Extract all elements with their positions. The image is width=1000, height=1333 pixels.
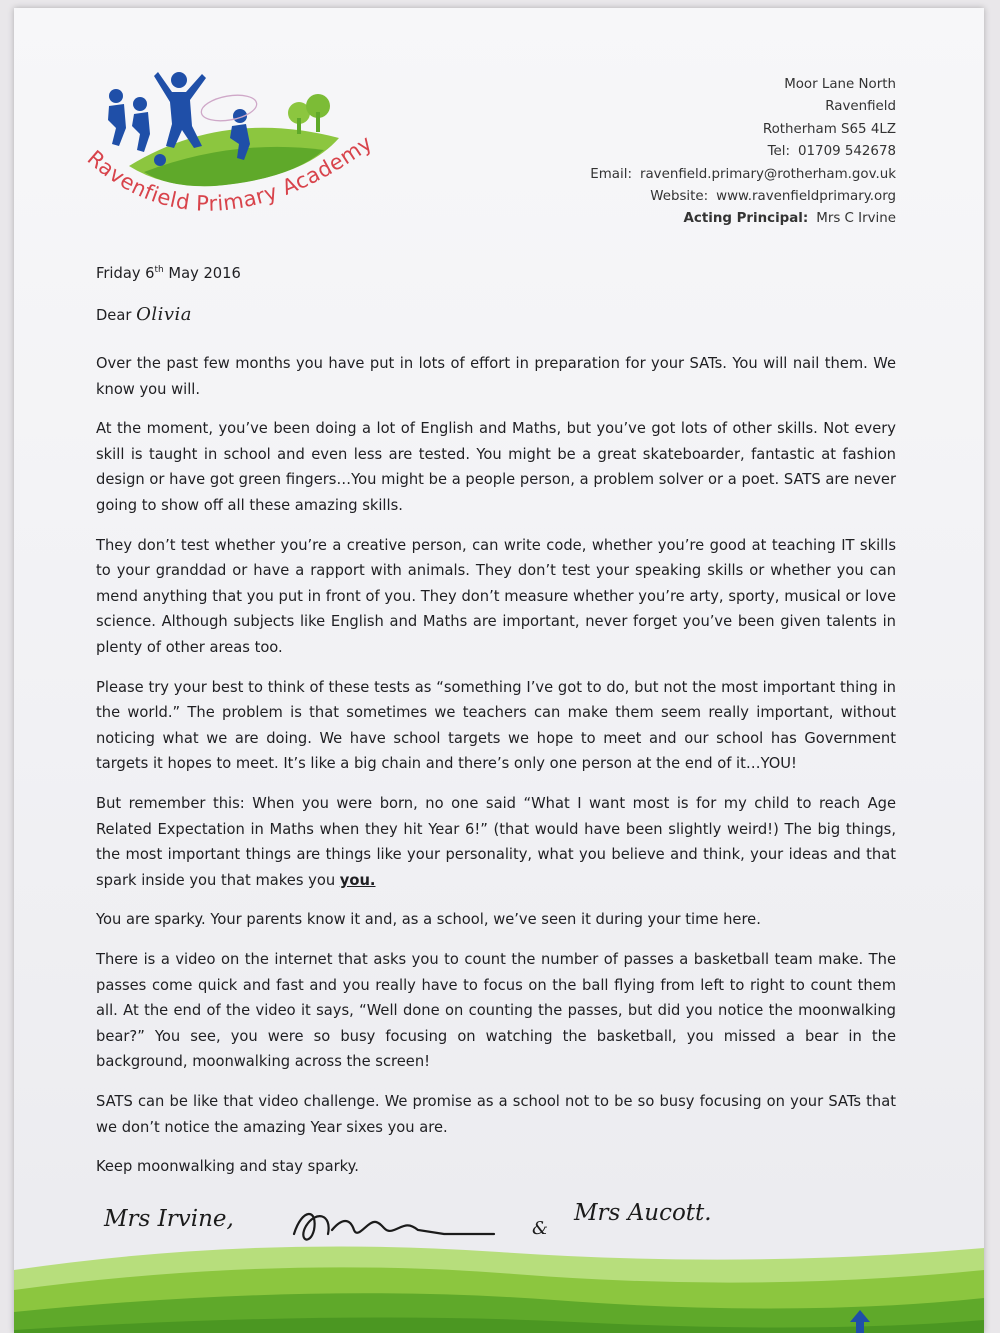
website-line (590, 186, 896, 208)
principal-name: Mrs C Irvine (816, 211, 896, 227)
paragraph-text: But remember this: When you were born, no one said “What I want most is for my child to reach Age Related Expectation in Maths when they hit Year 6!” (that would have been slightly weird!) The big things, the most important things are things like your personality, what you believe and think, your ideas and that spark inside you that makes you (96, 794, 896, 889)
school-logo (74, 68, 394, 238)
address-line: Moor Lane North (784, 77, 896, 92)
address-line: Rotherham S65 4LZ (762, 121, 896, 137)
logo-school-name: Ravenfield Primary Academy (82, 130, 377, 216)
paragraph: There is a video on the internet that asks you to count the number of passes a basketball team make. The passes come quick and fast and you really have to focus on the ball flying from left to right to count them all. At the end of the video it says, “Well done on counting the passes, but did you notice the moonwalking bear?” You see, you were so busy focusing on watching the basketball, you missed a bear in the background, moonwalking across the screen! (96, 950, 896, 1071)
date-day: Friday 6 (96, 264, 155, 282)
emphasis-you: you. (339, 871, 376, 889)
paragraph (96, 791, 896, 893)
email-label: Email: (590, 166, 632, 182)
letter-page (14, 8, 984, 1333)
signature-ampersand: & (532, 1218, 549, 1239)
salutation (96, 302, 896, 329)
principal-line (590, 208, 896, 230)
paragraph: They don’t test whether you’re a creative person, can write code, whether you’re good at teaching IT skills to your granddad or have a rapport with animals. They don’t test your speaking skills or whether you can mend anything that you put in front of you. They don’t measure whether you’re arty, sporty, musical or love science. Although subjects like English and Maths are important, never forget you’ve been given talents in plenty of other areas too. (96, 536, 896, 657)
email-address: ravenfield.primary@rotherham.gov.uk (639, 166, 896, 182)
salutation-dear: Dear (96, 307, 132, 325)
website-label: Website: (650, 189, 709, 205)
paragraph: Please try your best to think of these tests as “something I’ve got to do, but not the most important thing in the world.” The problem is that sometimes we teachers can make them seem really important, without noticing what we are doing. We have school targets we hope to meet and our school has Government targets it hopes to meet. It’s like a big chain and there’s only one person at the end of it…YOU! (96, 678, 896, 773)
footer-green-wave (14, 1230, 984, 1333)
website-address: www.ravenfieldprimary.org (716, 189, 896, 205)
date-suffix: th (154, 265, 164, 275)
signature-name: Mrs Irvine, (104, 1206, 234, 1232)
paragraph: Over the past few months you have put in lots of effort in preparation for your SATs. You will nail them. We know you will. (96, 355, 896, 398)
letter-body (96, 258, 896, 1194)
principal-label: Acting Principal: (683, 211, 809, 227)
date-rest: May 2016 (163, 264, 241, 282)
closing-line: Keep moonwalking and stay sparky. (96, 1158, 359, 1176)
address-line: Ravenfield (825, 99, 896, 115)
paragraph: You are sparky. Your parents know it and, as a school, we’ve seen it during your time here. (96, 911, 761, 929)
paragraph: SATS can be like that video challenge. We promise as a school not to be so busy focusing on your SATs that we don’t notice the amazing Year sixes you are. (96, 1092, 896, 1136)
telephone-line (590, 141, 896, 163)
tel-label: Tel: (767, 144, 791, 160)
tel-number: 01709 542678 (798, 144, 896, 160)
school-address-block (590, 74, 896, 231)
email-line (590, 164, 896, 186)
letter-date (96, 258, 896, 286)
signature-name: Mrs Aucott. (574, 1200, 712, 1226)
recipient-name: Olivia (136, 304, 192, 326)
paragraph: At the moment, you’ve been doing a lot of English and Maths, but you’ve got lots of other skills. Not every skill is taught in school and even less are tested. You might be a great skateboarder, fantastic at fashion design or have got green fingers…You might be a people person, a problem solver or a poet. SATS are never going to show off all these amazing skills. (96, 420, 896, 515)
